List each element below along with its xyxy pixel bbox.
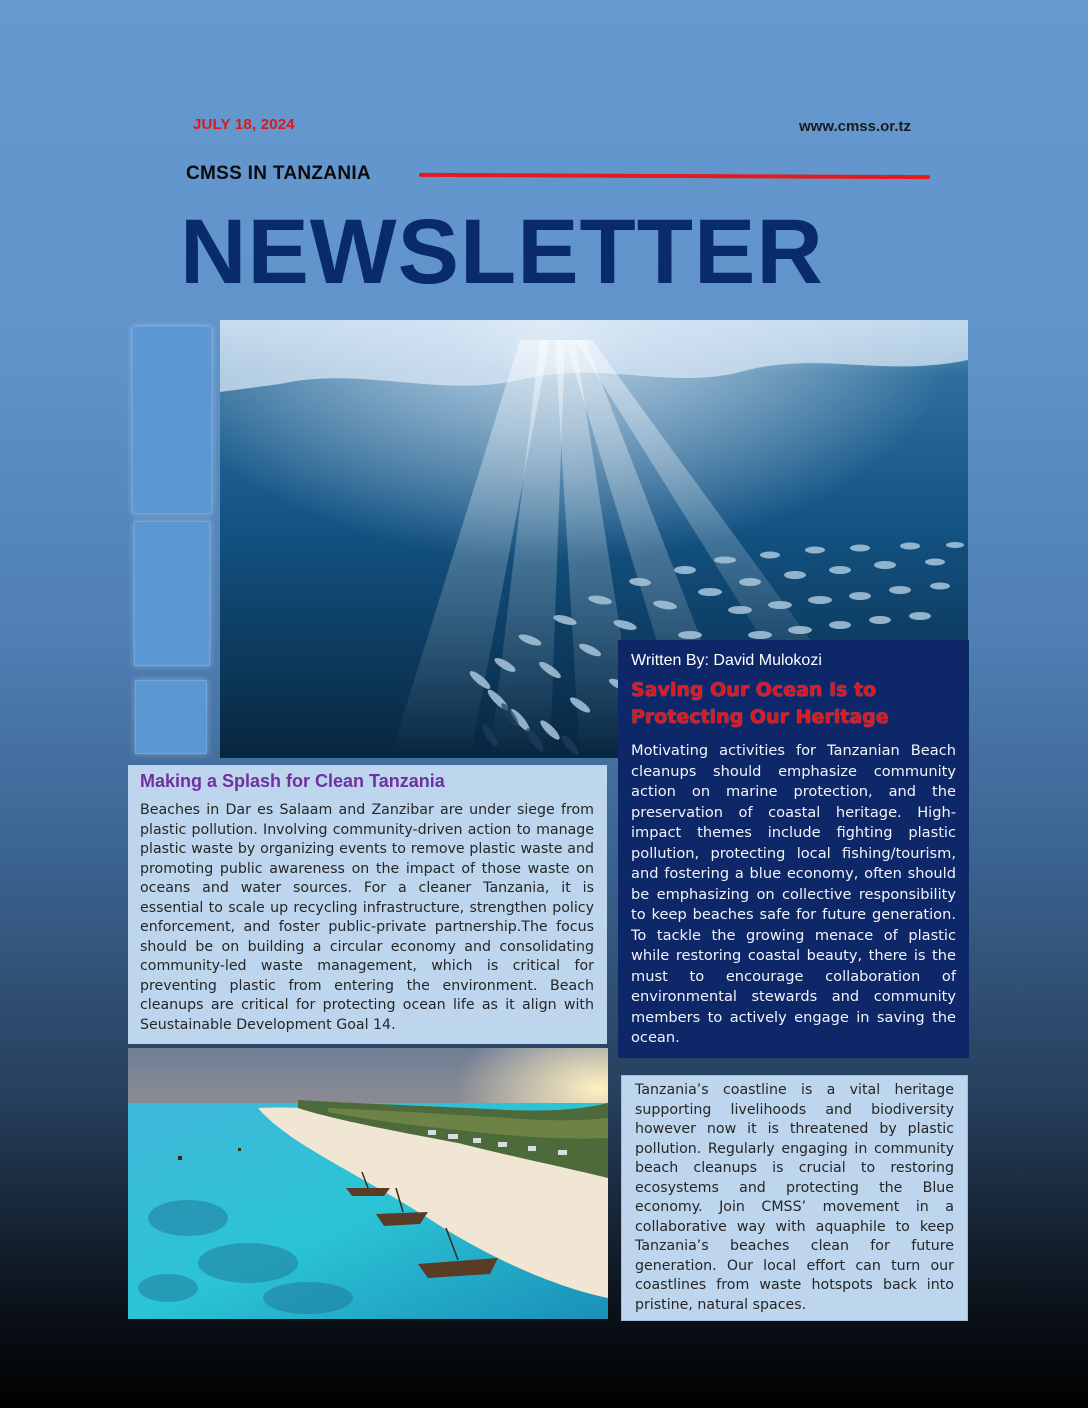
decorative-tile [134, 521, 210, 666]
splash-title: Making a Splash for Clean Tanzania [140, 771, 445, 791]
beach-photo-svg [128, 1048, 608, 1319]
heritage-body: Tanzania’s coastline is a vital heritage supporting livelihoods and biodiversity however now it is threatened by plastic pollution. Regularly engaging in community beach cleanups is crucial to restoring ecosystems and protecting the Blue economy. Join CMSS’ movement in a collaborative way with aquaphile to keep Tanzania’s beaches clean for future generation. Our local effort can turn our coastlines from waste hotspots back into pristine, natural spaces. [635, 1082, 954, 1313]
decorative-tile [132, 326, 212, 514]
issue-date: JULY 18, 2024 [193, 116, 295, 133]
decorative-tile [135, 680, 207, 754]
org-line: CMSS IN TANZANIA [186, 163, 371, 184]
feature-article [618, 640, 969, 1058]
feature-body: Motivating activities for Tanzanian Beach cleanups should emphasize community action on marine protection, and the preservation of coastal heritage. High-impact themes include fighting plastic pollution, protecting local fishing/tourism, and fostering a blue economy, often should be emphasizing on collective responsibility to keep beaches safe for future generation. To tackle the growing menace of plastic while restoring coastal beauty, there is the must to encourage collaboration of environmental stewards and community members to actively engage in saving the ocean. [631, 742, 956, 1046]
masthead-title: NEWSLETTER [180, 201, 824, 303]
splash-body: Beaches in Dar es Salaam and Zanzibar are under siege from plastic pollution. Involving community-driven action to manage plastic waste by organizing events to remove plastic waste and promoting public awareness on the impact of those waste on oceans and water sources. For a cleaner Tanzania, it is essential to scale up recycling infrastructure, strengthen policy enforcement, and foster public-private partnership.The focus should be on building a circular economy and consolidating community-led waste management, which is critical for preventing plastic from entering the environment. Beach cleanups are critical for protecting ocean life as it align with Seustainable Development Goal 14. [140, 802, 594, 1033]
header-rule [419, 173, 930, 179]
byline: Written By: David Mulokozi [631, 652, 822, 669]
heritage-article [621, 1075, 968, 1321]
splash-article [128, 765, 607, 1044]
feature-title: Saving Our Ocean Is to Protecting Our Heritage [631, 679, 889, 728]
website-url: www.cmss.or.tz [799, 118, 911, 135]
beach-photo [128, 1048, 608, 1319]
